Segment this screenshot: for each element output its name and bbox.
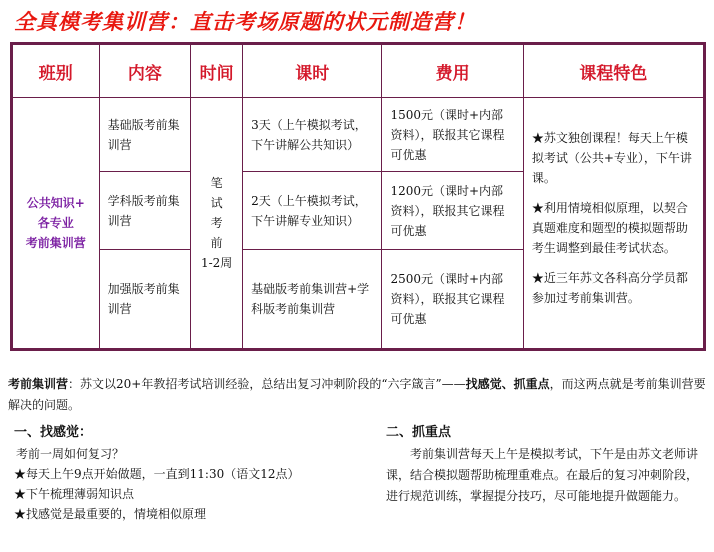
time-line: 1-2周 bbox=[200, 256, 233, 270]
headline: 全真模考集训营：直击考场原题的状元制造营！ bbox=[14, 10, 476, 34]
hours-cell: 基础版考前集训营+学科版考前集训营 bbox=[243, 250, 382, 350]
section2-title: 二、抓重点 bbox=[386, 425, 452, 440]
time-line: 考 前 bbox=[210, 216, 235, 250]
course-table bbox=[10, 42, 706, 351]
table-row bbox=[12, 98, 705, 172]
table-header-row bbox=[12, 44, 705, 98]
class-line: 考前集训营 bbox=[25, 236, 86, 250]
class-name-cell bbox=[12, 98, 100, 350]
section1-line: ★找感觉是最重要的，情境相似原理 bbox=[14, 507, 207, 521]
feature-item: ★近三年苏文各科高分学员都参加过考前集训营。 bbox=[531, 271, 688, 305]
fee-cell: 1200元（课时+内部资料），联报其它课程可优惠 bbox=[382, 172, 523, 250]
fee-cell: 2500元（课时+内部资料），联报其它课程可优惠 bbox=[382, 250, 523, 350]
header-content: 内容 bbox=[99, 44, 191, 98]
time-line: 笔 试 bbox=[210, 176, 235, 210]
intro-paragraph bbox=[8, 374, 708, 416]
section1-line: 考前一周如何复习？ bbox=[16, 447, 125, 461]
hours-cell: 3天（上午模拟考试，下午讲解公共知识） bbox=[243, 98, 382, 172]
section1-title: 一、找感觉： bbox=[14, 425, 93, 440]
section-key-points bbox=[386, 422, 698, 507]
section-find-feeling bbox=[14, 422, 354, 524]
hours-cell: 2天（上午模拟考试，下午讲解专业知识） bbox=[243, 172, 382, 250]
intro-lead: 考前集训营 bbox=[8, 377, 69, 391]
content-cell: 加强版考前集训营 bbox=[99, 250, 191, 350]
header-hours: 课时 bbox=[243, 44, 382, 98]
section1-line: ★下午梳理薄弱知识点 bbox=[14, 487, 135, 501]
class-line: 各专业 bbox=[37, 216, 74, 230]
class-line: 公共知识+ bbox=[26, 196, 85, 210]
content-cell: 基础版考前集训营 bbox=[99, 98, 191, 172]
header-time: 时间 bbox=[191, 44, 243, 98]
section1-line: ★每天上午9点开始做题，一直到11:30（语文12点） bbox=[14, 467, 300, 481]
features-cell bbox=[523, 98, 704, 350]
fee-cell: 1500元（课时+内部资料），联报其它课程可优惠 bbox=[382, 98, 523, 172]
intro-text: ：苏文以20+年教招考试培训经验，总结出复习冲刺阶段的“六字箴言”—— bbox=[68, 377, 466, 391]
header-features: 课程特色 bbox=[523, 44, 704, 98]
feature-item: ★苏文独创课程！每天上午模拟考试（公共+专业），下午讲课。 bbox=[531, 131, 692, 185]
header-fee: 费用 bbox=[382, 44, 523, 98]
header-class: 班别 bbox=[12, 44, 100, 98]
feature-item: ★利用情境相似原理，以契合真题难度和题型的模拟题帮助考生调整到最佳考试状态。 bbox=[531, 201, 688, 255]
content-cell: 学科版考前集训营 bbox=[99, 172, 191, 250]
section2-text: 考前集训营每天上午是模拟考试，下午是由苏文老师讲课，结合模拟题帮助梳理重难点。在最后的复习冲刺阶段，进行规范训练，掌握提分技巧，尽可能地提升做题能力。 bbox=[386, 447, 699, 503]
intro-key: 找感觉、抓重点 bbox=[465, 377, 550, 391]
intro-tail: ，而这两点就是考前集训营要解决的问题。 bbox=[8, 377, 706, 412]
time-cell bbox=[191, 98, 243, 350]
